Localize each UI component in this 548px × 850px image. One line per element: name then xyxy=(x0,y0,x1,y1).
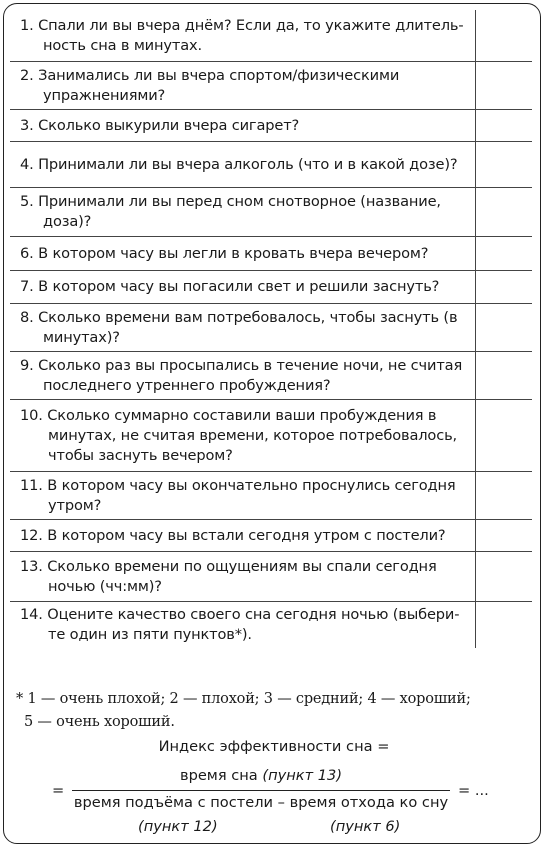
question-text: 11. В котором часу вы окончательно проснулись сегодня утром? xyxy=(20,476,456,514)
question-text: 1. Спали ли вы вчера днём? Если да, то укажите длительность сна в минутах. xyxy=(20,16,464,54)
formula-equals: = xyxy=(52,782,65,799)
question-text: 9. Сколько раз вы просыпались в течение ночи, не считая последнего утреннего пробуждения? xyxy=(20,356,463,394)
answer-cell[interactable] xyxy=(475,62,533,109)
denominator-ref-left: (пункт 12) xyxy=(138,818,218,835)
question-text: 7. В котором часу вы погасили свет и решили заснуть? xyxy=(20,278,440,295)
answer-cell[interactable] xyxy=(475,10,533,61)
question-text: 6. В котором часу вы легли в кровать вчера вечером? xyxy=(20,244,429,262)
question-text: 10. Сколько суммарно составили ваши пробуждения в минутах, не считая времени, которое потребовалось, чтобы заснуть вечером? xyxy=(20,406,458,464)
answer-cell[interactable] xyxy=(475,352,533,399)
answer-cell[interactable] xyxy=(475,602,533,648)
table-row xyxy=(10,110,532,142)
footnote-line: 5 — очень хороший. xyxy=(24,714,175,730)
question-text: 3. Сколько выкурили вчера сигарет? xyxy=(20,116,300,134)
footnote-line: * 1 — очень плохой; 2 — плохой; 3 — средний; 4 — хороший; xyxy=(16,691,471,707)
formula-denominator: время подъёма с постели – время отхода ко сну xyxy=(73,794,449,811)
answer-cell[interactable] xyxy=(475,142,533,187)
answer-cell[interactable] xyxy=(475,188,533,236)
question-text: 4. Принимали ли вы вчера алкоголь (что и в какой дозе)? xyxy=(20,155,458,173)
answer-cell[interactable] xyxy=(475,304,533,351)
denominator-ref-right: (пункт 6) xyxy=(330,818,401,835)
question-text: 2. Занимались ли вы вчера спортом/физическими упражнениями? xyxy=(20,66,400,104)
formula-result: = ... xyxy=(458,782,489,799)
table-row xyxy=(10,304,532,352)
answer-cell[interactable] xyxy=(475,271,533,303)
fraction-line xyxy=(72,790,450,791)
numerator-text: время сна xyxy=(179,767,263,784)
table-row xyxy=(10,188,532,237)
table-row xyxy=(10,472,532,520)
table-row xyxy=(10,552,532,602)
formula-numerator xyxy=(72,767,450,784)
question-text: 5. Принимали ли вы перед сном снотворное (название, доза)? xyxy=(20,193,441,230)
table-row xyxy=(10,352,532,400)
sleep-diary-table xyxy=(10,10,532,648)
rating-footnote xyxy=(16,688,531,734)
numerator-ref: (пункт 13) xyxy=(262,767,343,784)
table-row xyxy=(10,10,532,62)
table-row xyxy=(10,400,532,472)
answer-cell[interactable] xyxy=(475,520,533,551)
question-text: 14. Оцените качество своего сна сегодня ночью (выберите один из пяти пунктов*). xyxy=(20,606,460,643)
answer-cell[interactable] xyxy=(475,110,533,141)
table-row xyxy=(10,142,532,188)
question-text: 8. Сколько времени вам потребовалось, чтобы заснуть (в минутах)? xyxy=(20,308,458,346)
answer-cell[interactable] xyxy=(475,400,533,471)
answer-cell[interactable] xyxy=(475,552,533,601)
answer-cell[interactable] xyxy=(475,472,533,519)
table-row xyxy=(10,237,532,271)
question-text: 13. Сколько времени по ощущениям вы спали сегодня ночью (чч:мм)? xyxy=(20,557,437,595)
table-row xyxy=(10,271,532,304)
table-row xyxy=(10,520,532,552)
answer-cell[interactable] xyxy=(475,237,533,270)
table-row xyxy=(10,62,532,110)
table-row xyxy=(10,602,532,648)
formula-title: Индекс эффективности сна = xyxy=(158,738,390,755)
question-text: 12. В котором часу вы встали сегодня утром с постели? xyxy=(20,526,446,544)
